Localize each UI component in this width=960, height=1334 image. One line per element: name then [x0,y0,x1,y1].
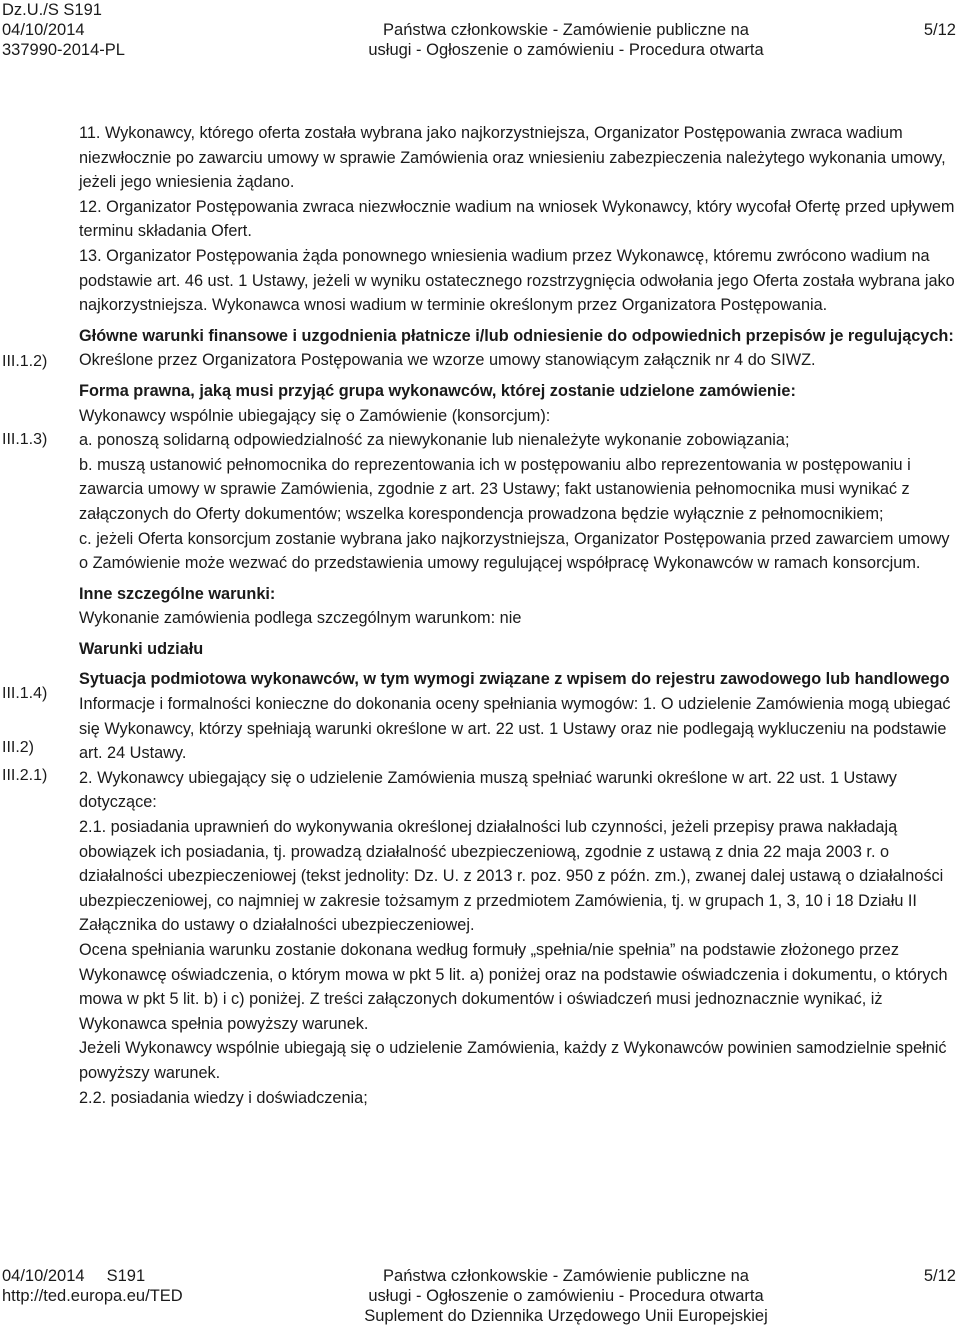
footer-title-line3: Suplement do Dziennika Urzędowego Unii Europejskiej [364,1307,768,1325]
header-left [2,0,125,60]
header-right [924,0,956,40]
paragraph-13: 13. Organizator Postępowania żąda ponownego wniesienia wadium przez Wykonawcę, któremu zwrócono wadium na podstawie art. 46 ust. 1 Ustawy, jeżeli w wyniku ostatecznego rozstrzygnięcia odwołania jego Oferta została wybrana jako najkorzystniejsza. Wykonawca wnosi wadium w terminie określonym przez Organizatora Postępowania. [79,246,955,315]
document-body [79,121,955,1110]
legal-form-item-a: a. ponoszą solidarną odpowiedzialność za niewykonanie lub nienależyte wykonanie zobowiązania; [79,431,790,450]
footer-title-line2: usługi - Ogłoszenie o zamówieniu - Procedura otwarta [368,1287,764,1305]
personal-situation-paragraph-2-1: 2.1. posiadania uprawnień do wykonywania określonej działalności lub czynności, jeżeli przepisy prawa nakładają obowiązek ich posiadania, tj. prowadzą działalność ubezpieczeniową, zgodnie z ustawą z dnia 22 maja 2003 r. o działalności ubezpieczeniowej (tekst jednolity: Dz. U. z 2013 r. poz. 950 z późn. zm.), zwanej dalej ustawą o działalności ubezpieczeniowej, co najmniej w zakresie tożsamym z przedmiotem Zamówienia, tj. w grupach 1, 3, 10 i 18 Działu II Załącznika do ustawy o działalności ubezpieczeniowej. [79,818,944,935]
section-number: III.1.4) [2,685,48,702]
header-page-number: 5/12 [923,21,956,39]
header-title [200,0,932,60]
header-notice-id: 337990-2014-PL [2,41,125,59]
other-conditions-heading: Inne szczególne warunki: [79,584,276,603]
personal-situation-joint: Jeżeli Wykonawcy wspólnie ubiegają się o udzielenie Zamówienia, każdy z Wykonawców powinien samodzielnie spełnić powyższy warunek. [79,1039,947,1082]
paragraph-12: 12. Organizator Postępowania zwraca niezwłocznie wadium na wniosek Wykonawcy, który wycofał Ofertę przed upływem terminu składania Ofert. [79,197,955,241]
header-doc-ref: Dz.U./S S191 [2,1,102,19]
personal-situation-paragraph-2-2: 2.2. posiadania wiedzy i doświadczenia; [79,1088,368,1107]
participation-conditions-heading: Warunki udziału [79,639,204,658]
section-number: III.1.2) [2,353,48,370]
financial-conditions-text: Określone przez Organizatora Postępowania we wzorze umowy stanowiącym załącznik nr 4 do SIWZ. [79,351,816,370]
legal-form-item-c: c. jeżeli Oferta konsorcjum zostanie wybrana jako najkorzystniejsza, Organizator Postępowania przed zawarciem umowy o Zamówienie może wezwać do przedstawienia umowy regulującej współpracę Wykonawców w ramach konsorcjum. [79,529,950,573]
footer-url[interactable]: http://ted.europa.eu/TED [2,1287,183,1305]
other-conditions-text: Wykonanie zamówienia podlega szczególnym warunkom: nie [79,609,522,628]
section-number: III.1.3) [2,431,48,448]
footer-left [2,1266,183,1306]
footer-series: S191 [106,1267,146,1285]
section-number: III.2.1) [2,767,48,784]
header-date: 04/10/2014 [2,21,85,39]
personal-situation-paragraph-1: Informacje i formalności konieczne do dokonania oceny spełniania wymogów: 1. O udzielenie Zamówienia mogą ubiegać się Wykonawcy, którzy spełniają warunki określone w art. 22 ust. 1 Ustawy oraz nie podlegają wykluczeniu na podstawie art. 24 Ustawy. [79,695,951,763]
footer-right [924,1266,956,1286]
footer-page-number: 5/12 [923,1267,956,1285]
legal-form-intro: Wykonawcy wspólnie ubiegający się o Zamówienie (konsorcjum): [79,406,551,425]
personal-situation-evaluation: Ocena spełniania warunku zostanie dokonana według formuły „spełnia/nie spełnia” na podstawie złożonego przez Wykonawcę oświadczenia, o którym mowa w pkt 5 lit. a) poniżej oraz na podstawie oświadczenia i dokumentu, o których mowa w pkt 5 lit. b) i c) poniżej. Z treści załączonych dokumentów i oświadczeń musi jednoznacznie wynikać, iż Wykonawca spełnia powyższy warunek. [79,941,948,1033]
footer-title-line1: Państwa członkowskie - Zamówienie publiczne na [383,1267,749,1285]
legal-form-item-b: b. muszą ustanowić pełnomocnika do reprezentowania ich w postępowaniu albo reprezentowania w postępowaniu i zawarcia umowy w sprawie Zamówienia, zgodnie z art. 23 Ustawy; fakt ustanowienia pełnomocnika musi wynikać z załączonych do Oferty dokumentów; wszelka korespondencja prowadzona będzie wyłącznie z pełnomocnikiem; [79,455,911,523]
financial-conditions-heading: Główne warunki finansowe i uzgodnienia płatnicze i/lub odniesienie do odpowiednich przepisów je regulujących: [79,326,954,345]
footer-title [200,1266,932,1326]
paragraph-11: 11. Wykonawcy, którego oferta została wybrana jako najkorzystniejsza, Organizator Postępowania zwraca wadium niezwłocznie po zawarciu umowy w sprawie Zamówienia oraz wniesieniu zabezpieczenia należytego wykonania umowy, jeżeli jego wniesienia żądano. [79,124,946,192]
footer-date: 04/10/2014 [2,1267,85,1285]
personal-situation-heading: Sytuacja podmiotowa wykonawców, w tym wymogi związane z wpisem do rejestru zawodowego lub handlowego [79,670,950,689]
header-title-line2: usługi - Ogłoszenie o zamówieniu - Procedura otwarta [368,41,764,59]
section-number: III.2) [2,739,35,756]
legal-form-heading: Forma prawna, jaką musi przyjąć grupa wykonawców, której zostanie udzielone zamówienie: [79,381,796,400]
header-title-line1: Państwa członkowskie - Zamówienie publiczne na [383,21,749,39]
personal-situation-paragraph-2: 2. Wykonawcy ubiegający się o udzielenie Zamówienia muszą spełniać warunki określone w art. 22 ust. 1 Ustawy dotyczące: [79,768,897,812]
